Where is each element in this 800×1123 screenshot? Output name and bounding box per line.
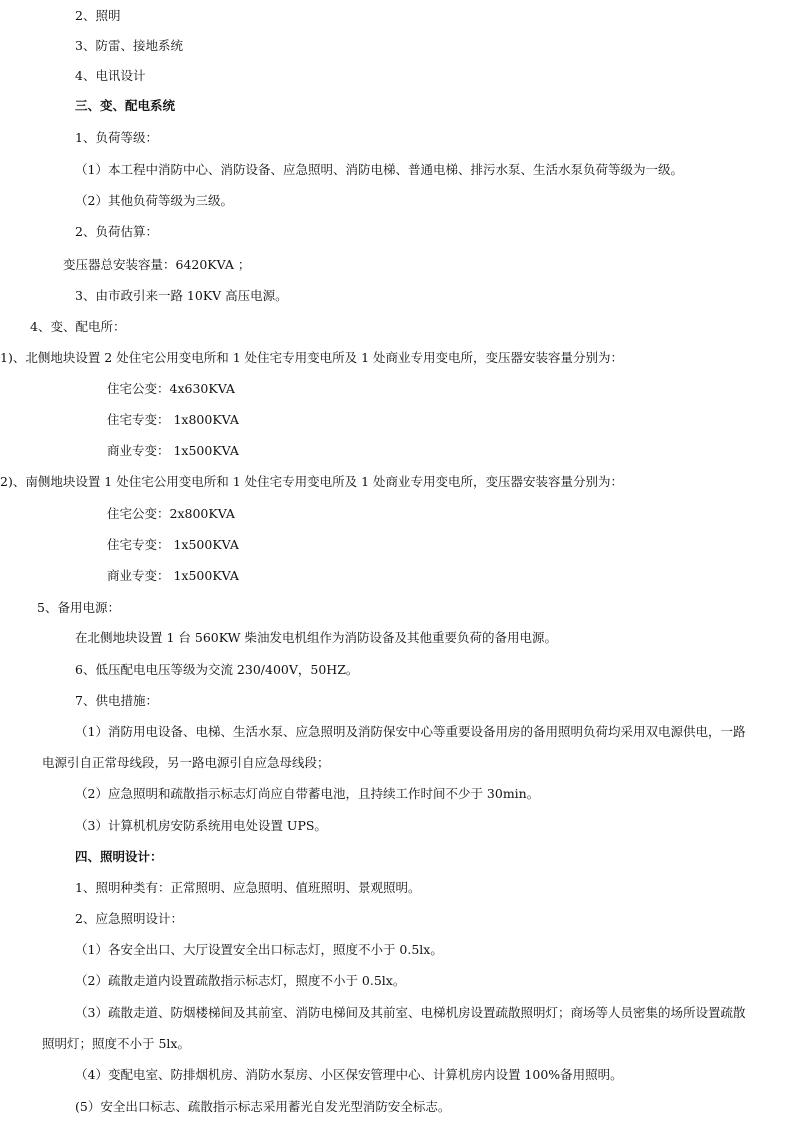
backup-power-heading: 5、备用电源： <box>37 600 120 615</box>
south-residential-dedicated: 住宅专变： 1x500KVA <box>107 537 239 552</box>
emergency-lighting-item-3: （3）疏散走道、防烟楼梯间及其前室、消防电梯间及其前室、电梯机房设置疏散照明灯；商场等人员密集的场所设置疏散 <box>75 1005 746 1020</box>
north-residential-dedicated: 住宅专变： 1x800KVA <box>107 412 239 427</box>
supply-measure-3: （3）计算机机房安防系统用电处设置 UPS。 <box>75 818 327 833</box>
emergency-lighting-item-4: （4）变配电室、防排烟机房、消防水泵房、小区保安管理中心、计算机房内设置 100%备用照明。 <box>75 1067 623 1082</box>
lighting-types-item: 1、照明种类有：正常照明、应急照明、值班照明、景观照明。 <box>75 880 421 895</box>
emergency-lighting-item-2: （2）疏散走道内设置疏散指示标志灯，照度不小于 0.5lx。 <box>75 973 406 988</box>
section-heading-lighting: 四、照明设计： <box>75 849 163 864</box>
south-commercial-dedicated: 商业专变： 1x500KVA <box>107 568 239 583</box>
section-heading-power-system: 三、变、配电系统 <box>75 98 176 113</box>
load-level-item-1: （1）本工程中消防中心、消防设备、应急照明、消防电梯、普通电梯、排污水泵、生活水泵负荷等级为一级。 <box>75 162 683 177</box>
transformer-total-capacity: 变压器总安装容量：6420KVA ； <box>63 257 251 272</box>
supply-measure-2: （2）应急照明和疏散指示标志灯尚应自带蓄电池，且持续工作时间不少于 30min。 <box>75 786 540 801</box>
south-block-substations: 2)、南侧地块设置 1 处住宅公用变电所和 1 处住宅专用变电所及 1 处商业专用变电所，变压器安装容量分别为： <box>0 474 624 489</box>
load-estimate-heading: 2、负荷估算： <box>75 224 158 239</box>
load-level-item-2: （2）其他负荷等级为三级。 <box>75 193 233 208</box>
north-commercial-dedicated: 商业专变： 1x500KVA <box>107 443 239 458</box>
supply-measure-1-cont: 电源引自正常母线段，另一路电源引自应急母线段； <box>42 755 330 770</box>
emergency-lighting-item-1: （1）各安全出口、大厅设置安全出口标志灯，照度不小于 0.5lx。 <box>75 942 443 957</box>
supply-measure-1: （1）消防用电设备、电梯、生活水泵、应急照明及消防保安中心等重要设备用房的备用照明负荷均采用双电源供电，一路 <box>75 724 746 739</box>
load-level-heading: 1、负荷等级： <box>75 130 158 145</box>
supply-measures-heading: 7、供电措施： <box>75 693 158 708</box>
emergency-lighting-item-3-cont: 照明灯；照度不小于 5lx。 <box>42 1036 190 1051</box>
item-telecom-design: 4、电讯设计 <box>75 68 146 83</box>
north-block-substations: 1)、北侧地块设置 2 处住宅公用变电所和 1 处住宅专用变电所及 1 处商业专用变电所，变压器安装容量分别为： <box>0 350 624 365</box>
lv-voltage-item: 6、低压配电电压等级为交流 230/400V，50HZ。 <box>75 662 359 677</box>
item-lighting: 2、照明 <box>75 8 121 23</box>
emergency-lighting-item-5: (5）安全出口标志、疏散指示标志采用蓄光自发光型消防安全标志。 <box>75 1099 451 1114</box>
hv-supply-item: 3、由市政引来一路 10KV 高压电源。 <box>75 288 288 303</box>
item-lightning-grounding: 3、防雷、接地系统 <box>75 38 183 53</box>
backup-generator-text: 在北侧地块设置 1 台 560KW 柴油发电机组作为消防设备及其他重要负荷的备用电源。 <box>75 630 557 645</box>
south-residential-public: 住宅公变：2x800KVA <box>107 506 235 521</box>
substation-heading: 4、变、配电所： <box>30 319 126 334</box>
north-residential-public: 住宅公变：4x630KVA <box>107 381 235 396</box>
emergency-lighting-heading: 2、应急照明设计： <box>75 911 183 926</box>
